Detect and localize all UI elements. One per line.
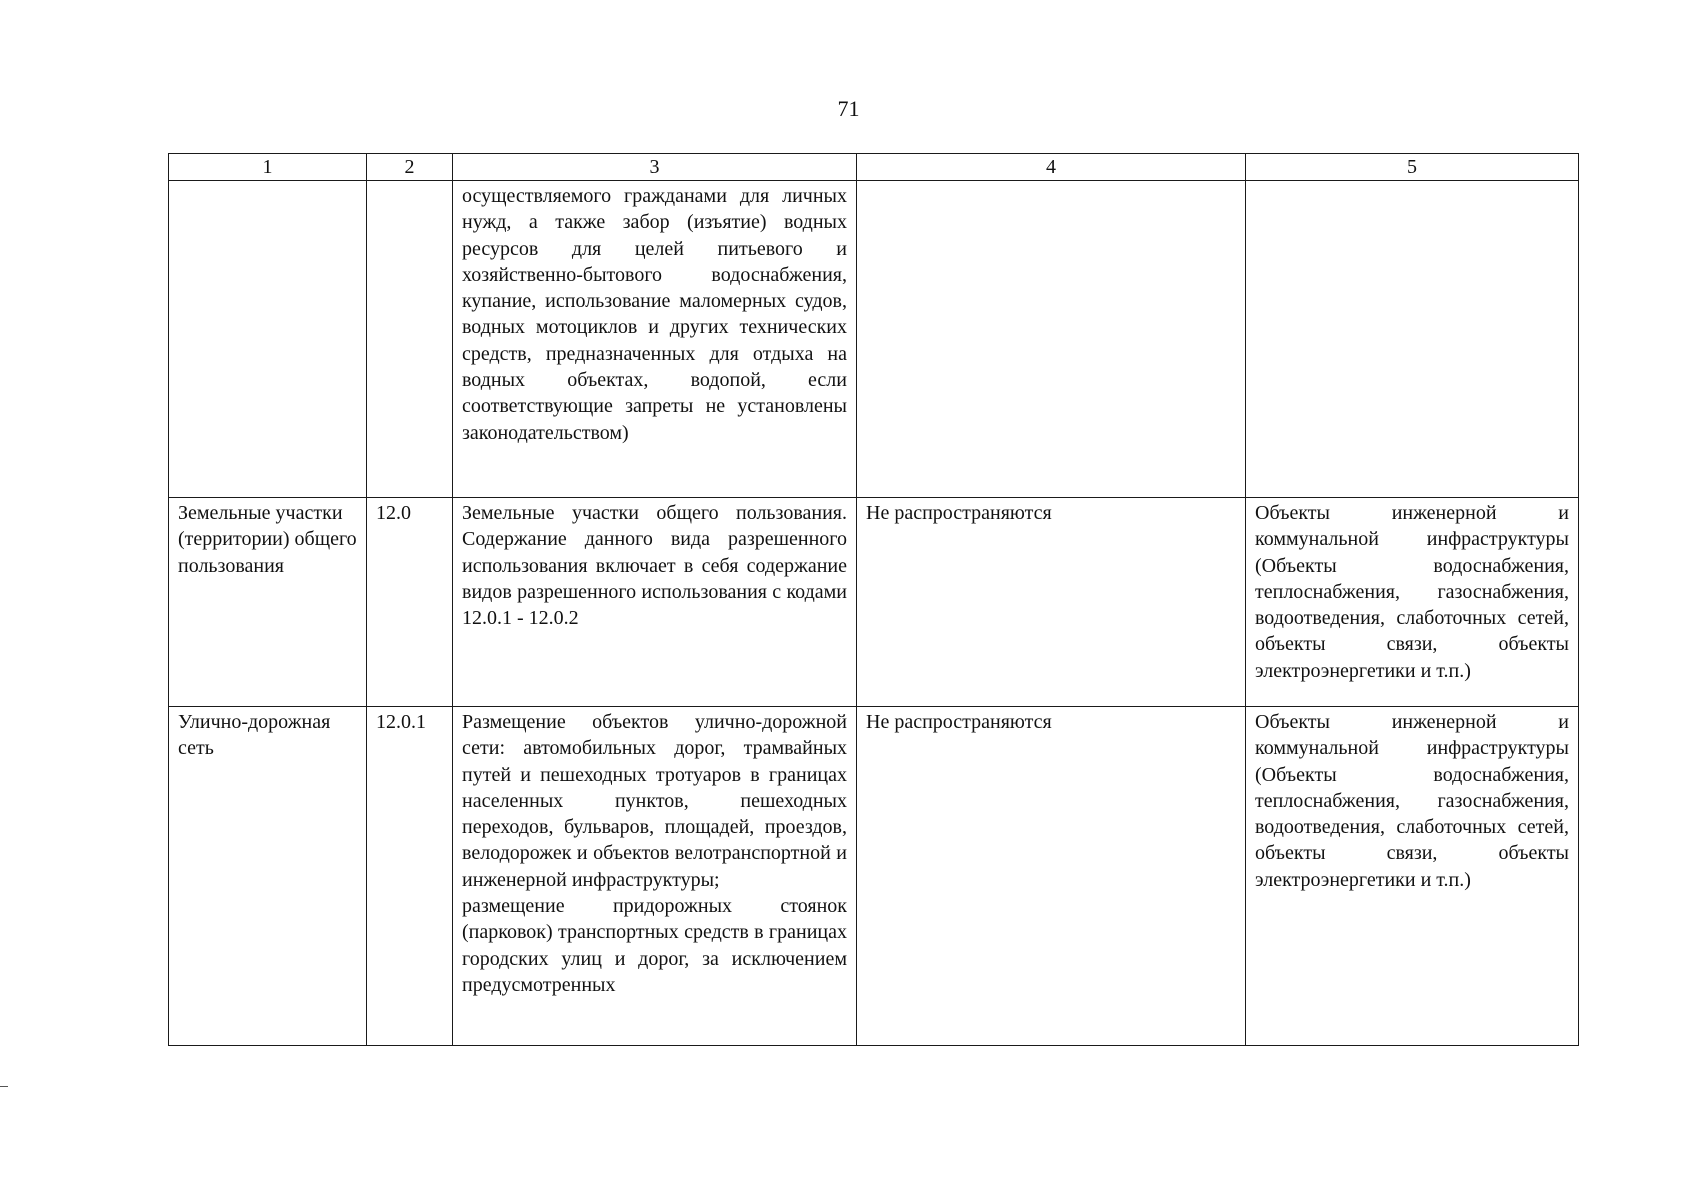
cell-parameters: Не распространяются <box>857 707 1246 1046</box>
cell-auxiliary: Объекты инженерной и коммунальной инфраструктуры (Объекты водоснабжения, теплоснабжения, газоснабжения, водоотведения, слаботочных сетей, объекты связи, объекты электроэнергетики и т.п.) <box>1246 707 1579 1046</box>
table-row <box>169 181 1579 498</box>
cell-name: Земельные участки (территории) общего пользования <box>169 498 367 707</box>
column-header-5: 5 <box>1246 154 1579 181</box>
cell-code: 12.0 <box>367 498 453 707</box>
cell-auxiliary <box>1246 181 1579 498</box>
table-header-row <box>169 154 1579 181</box>
cell-name: Улично-дорожная сеть <box>169 707 367 1046</box>
cell-description: Земельные участки общего пользования. Содержание данного вида разрешенного использования включает в себя содержание видов разрешенного использования с кодами 12.0.1 - 12.0.2 <box>453 498 857 707</box>
margin-mark <box>0 1086 8 1087</box>
cell-parameters: Не распространяются <box>857 498 1246 707</box>
description-paragraph: Размещение объектов улично-дорожной сети: автомобильных дорог, трамвайных путей и пешеходных тротуаров в границах населенных пунктов, пешеходных переходов, бульваров, площадей, проездов, велодорожек и объектов велотранспортной и инженерной инфраструктуры; <box>462 711 847 891</box>
table-row <box>169 498 1579 707</box>
column-header-1: 1 <box>169 154 367 181</box>
column-header-3: 3 <box>453 154 857 181</box>
cell-auxiliary: Объекты инженерной и коммунальной инфраструктуры (Объекты водоснабжения, теплоснабжения, газоснабжения, водоотведения, слаботочных сетей, объекты связи, объекты электроэнергетики и т.п.) <box>1246 498 1579 707</box>
land-use-table <box>168 153 1579 1046</box>
cell-description <box>453 707 857 1046</box>
page-number: 71 <box>837 96 860 121</box>
table-row <box>169 707 1579 1046</box>
column-header-2: 2 <box>367 154 453 181</box>
column-header-4: 4 <box>857 154 1246 181</box>
cell-code <box>367 181 453 498</box>
cell-parameters <box>857 181 1246 498</box>
cell-description: осуществляемого гражданами для личных нужд, а также забор (изъятие) водных ресурсов для целей питьевого и хозяйственно-бытового водоснабжения, купание, использование маломерных судов, водных мотоциклов и других технических средств, предназначенных для отдыха на водных объектах, водопой, если соответствующие запреты не установлены законодательством) <box>453 181 857 498</box>
cell-name <box>169 181 367 498</box>
description-paragraph: размещение придорожных стоянок (парковок) транспортных средств в границах городских улиц и дорог, за исключением предусмотренных <box>462 895 847 996</box>
cell-code: 12.0.1 <box>367 707 453 1046</box>
